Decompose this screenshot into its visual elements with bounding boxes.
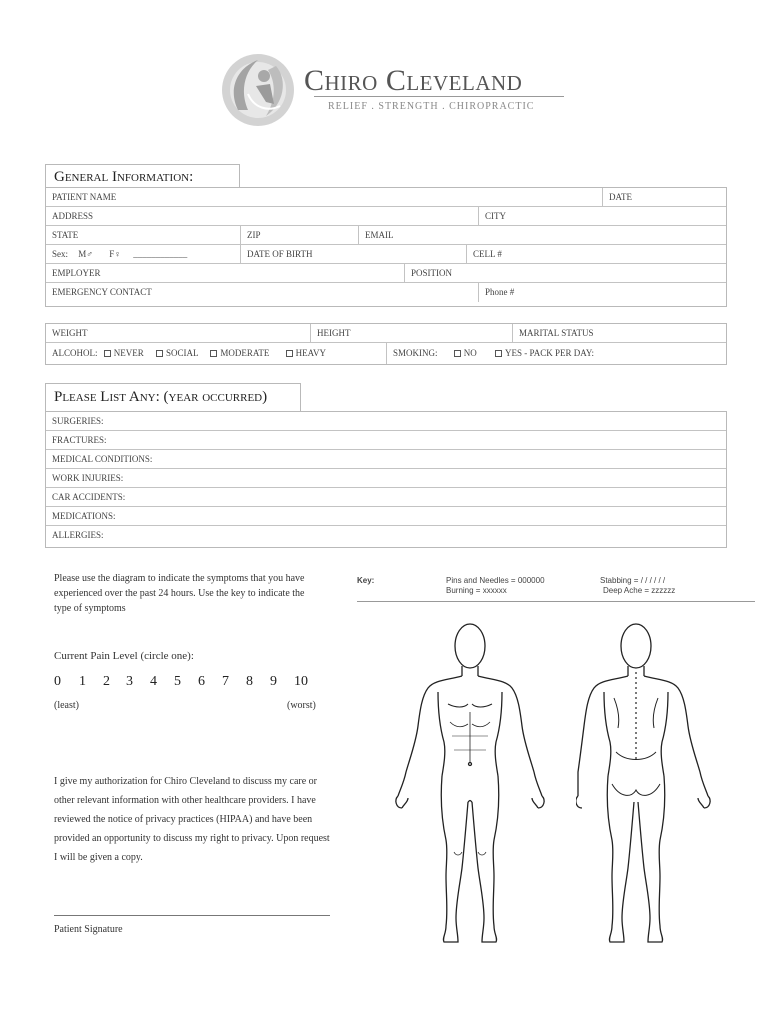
alcohol-never-option[interactable]: NEVER (104, 348, 144, 358)
surgeries-field[interactable]: SURGERIES: (52, 416, 104, 426)
pain-level-1[interactable]: 1 (79, 674, 86, 689)
key-deep-ache: Deep Ache = zzzzzz (603, 586, 676, 595)
checkbox-icon[interactable] (286, 350, 293, 357)
checkbox-icon[interactable] (156, 350, 163, 357)
smoking-no-option[interactable]: NO (454, 348, 477, 358)
general-info-table (45, 187, 727, 307)
male-option[interactable]: M♂ (78, 249, 94, 259)
history-row (46, 507, 726, 526)
state-field[interactable]: STATE (52, 230, 79, 240)
history-row (46, 469, 726, 488)
pain-level-5[interactable]: 5 (174, 674, 181, 689)
pain-level-7[interactable]: 7 (222, 674, 229, 689)
alcohol-moderate-option[interactable]: MODERATE (210, 348, 269, 358)
pain-level-10[interactable]: 10 (294, 674, 308, 689)
history-row (46, 412, 726, 431)
fractures-field[interactable]: FRACTURES: (52, 435, 107, 445)
smoking-yes-option[interactable]: YES - PACK PER DAY: (495, 348, 594, 358)
history-row (46, 450, 726, 469)
pain-level-4[interactable]: 4 (150, 674, 157, 689)
sex-field[interactable] (46, 245, 240, 264)
vitals-table (45, 323, 727, 365)
patient-name-field[interactable]: PATIENT NAME (52, 192, 117, 202)
history-row (46, 431, 726, 450)
sex-blank: ____________ (133, 249, 188, 259)
key-stabbing: Stabbing = / / / / / / (600, 576, 666, 585)
phone-field[interactable]: Phone # (478, 283, 726, 302)
diagram-instructions: Please use the diagram to indicate the symptoms that you have experienced over the past 24 hours. Use the key to indicate the type of symptoms (54, 573, 305, 614)
checkbox-icon[interactable] (454, 350, 461, 357)
row-sex (46, 245, 726, 264)
key-pins-needles: Pins and Needles = 000000 (446, 576, 545, 585)
front-body-diagram-icon[interactable] (386, 612, 566, 948)
alcohol-field (46, 343, 386, 364)
checkbox-icon[interactable] (104, 350, 111, 357)
email-field[interactable]: EMAIL (358, 226, 726, 245)
date-field[interactable]: DATE (602, 188, 726, 207)
position-field[interactable]: POSITION (404, 264, 726, 283)
weight-field[interactable]: WEIGHT (52, 328, 88, 338)
row-habits (46, 343, 726, 364)
pain-level-0[interactable]: 0 (54, 674, 61, 689)
history-row (46, 526, 726, 545)
pain-level-3[interactable]: 3 (126, 674, 133, 689)
work-injuries-field[interactable]: WORK INJURIES: (52, 473, 124, 483)
alcohol-label: ALCOHOL: (52, 348, 98, 358)
row-state (46, 226, 726, 245)
pain-level-2[interactable]: 2 (103, 674, 110, 689)
emergency-contact-field[interactable]: EMERGENCY CONTACT (52, 287, 152, 297)
row-address (46, 207, 726, 226)
row-patient-name (46, 188, 726, 207)
history-table (45, 411, 727, 548)
clinic-logo (218, 50, 568, 130)
signature-label: Patient Signature (54, 924, 123, 935)
back-body-diagram-icon[interactable] (576, 612, 756, 948)
marital-status-field[interactable]: MARITAL STATUS (512, 324, 726, 343)
alcohol-heavy-option[interactable]: HEAVY (286, 348, 326, 358)
key-label: Key: (357, 576, 375, 585)
row-emergency (46, 283, 726, 302)
checkbox-icon[interactable] (210, 350, 217, 357)
alcohol-social-option[interactable]: SOCIAL (156, 348, 198, 358)
logo-subtitle: RELIEF . STRENGTH . CHIROPRACTIC (328, 101, 535, 112)
zip-field[interactable]: ZIP (240, 226, 358, 245)
history-heading: Please List Any: (year occurred) (45, 383, 301, 412)
pain-worst-label: (worst) (287, 700, 316, 711)
female-option[interactable]: F♀ (109, 249, 122, 259)
cell-field[interactable]: CELL # (466, 245, 726, 264)
logo-title: Chiro Cleveland (304, 64, 523, 97)
pain-least-label: (least) (54, 700, 79, 711)
smoking-label: SMOKING: (393, 348, 438, 358)
car-accidents-field[interactable]: CAR ACCIDENTS: (52, 492, 126, 502)
row-employer (46, 264, 726, 283)
history-row (46, 488, 726, 507)
dob-field[interactable]: DATE OF BIRTH (240, 245, 466, 264)
key-burning: Burning = xxxxxx (446, 586, 507, 595)
pain-level-8[interactable]: 8 (246, 674, 253, 689)
general-info-heading: General Information: (45, 164, 240, 188)
medications-field[interactable]: MEDICATIONS: (52, 511, 116, 521)
pain-level-label: Current Pain Level (circle one): (54, 650, 194, 662)
address-field[interactable]: ADDRESS (52, 211, 94, 221)
sex-label: Sex: (52, 249, 69, 259)
allergies-field[interactable]: ALLERGIES: (52, 530, 104, 540)
signature-line[interactable] (54, 915, 330, 916)
pain-level-6[interactable]: 6 (198, 674, 205, 689)
pain-level-9[interactable]: 9 (270, 674, 277, 689)
authorization-text: I give my authorization for Chiro Cleveland to discuss my care or other relevant information with other healthcare providers. I have reviewed the notice of privacy practices (HIPAA) and have been provided an opportunity to discuss my right to privacy. Upon request I will be given a copy. (54, 776, 330, 863)
city-field[interactable]: CITY (478, 207, 726, 226)
medical-conditions-field[interactable]: MEDICAL CONDITIONS: (52, 454, 153, 464)
row-weight (46, 324, 726, 343)
checkbox-icon[interactable] (495, 350, 502, 357)
logo-divider (314, 96, 564, 97)
key-divider (357, 601, 755, 602)
employer-field[interactable]: EMPLOYER (52, 268, 101, 278)
logo-mark-icon (218, 50, 308, 130)
smoking-field (386, 343, 726, 364)
height-field[interactable]: HEIGHT (310, 324, 512, 343)
